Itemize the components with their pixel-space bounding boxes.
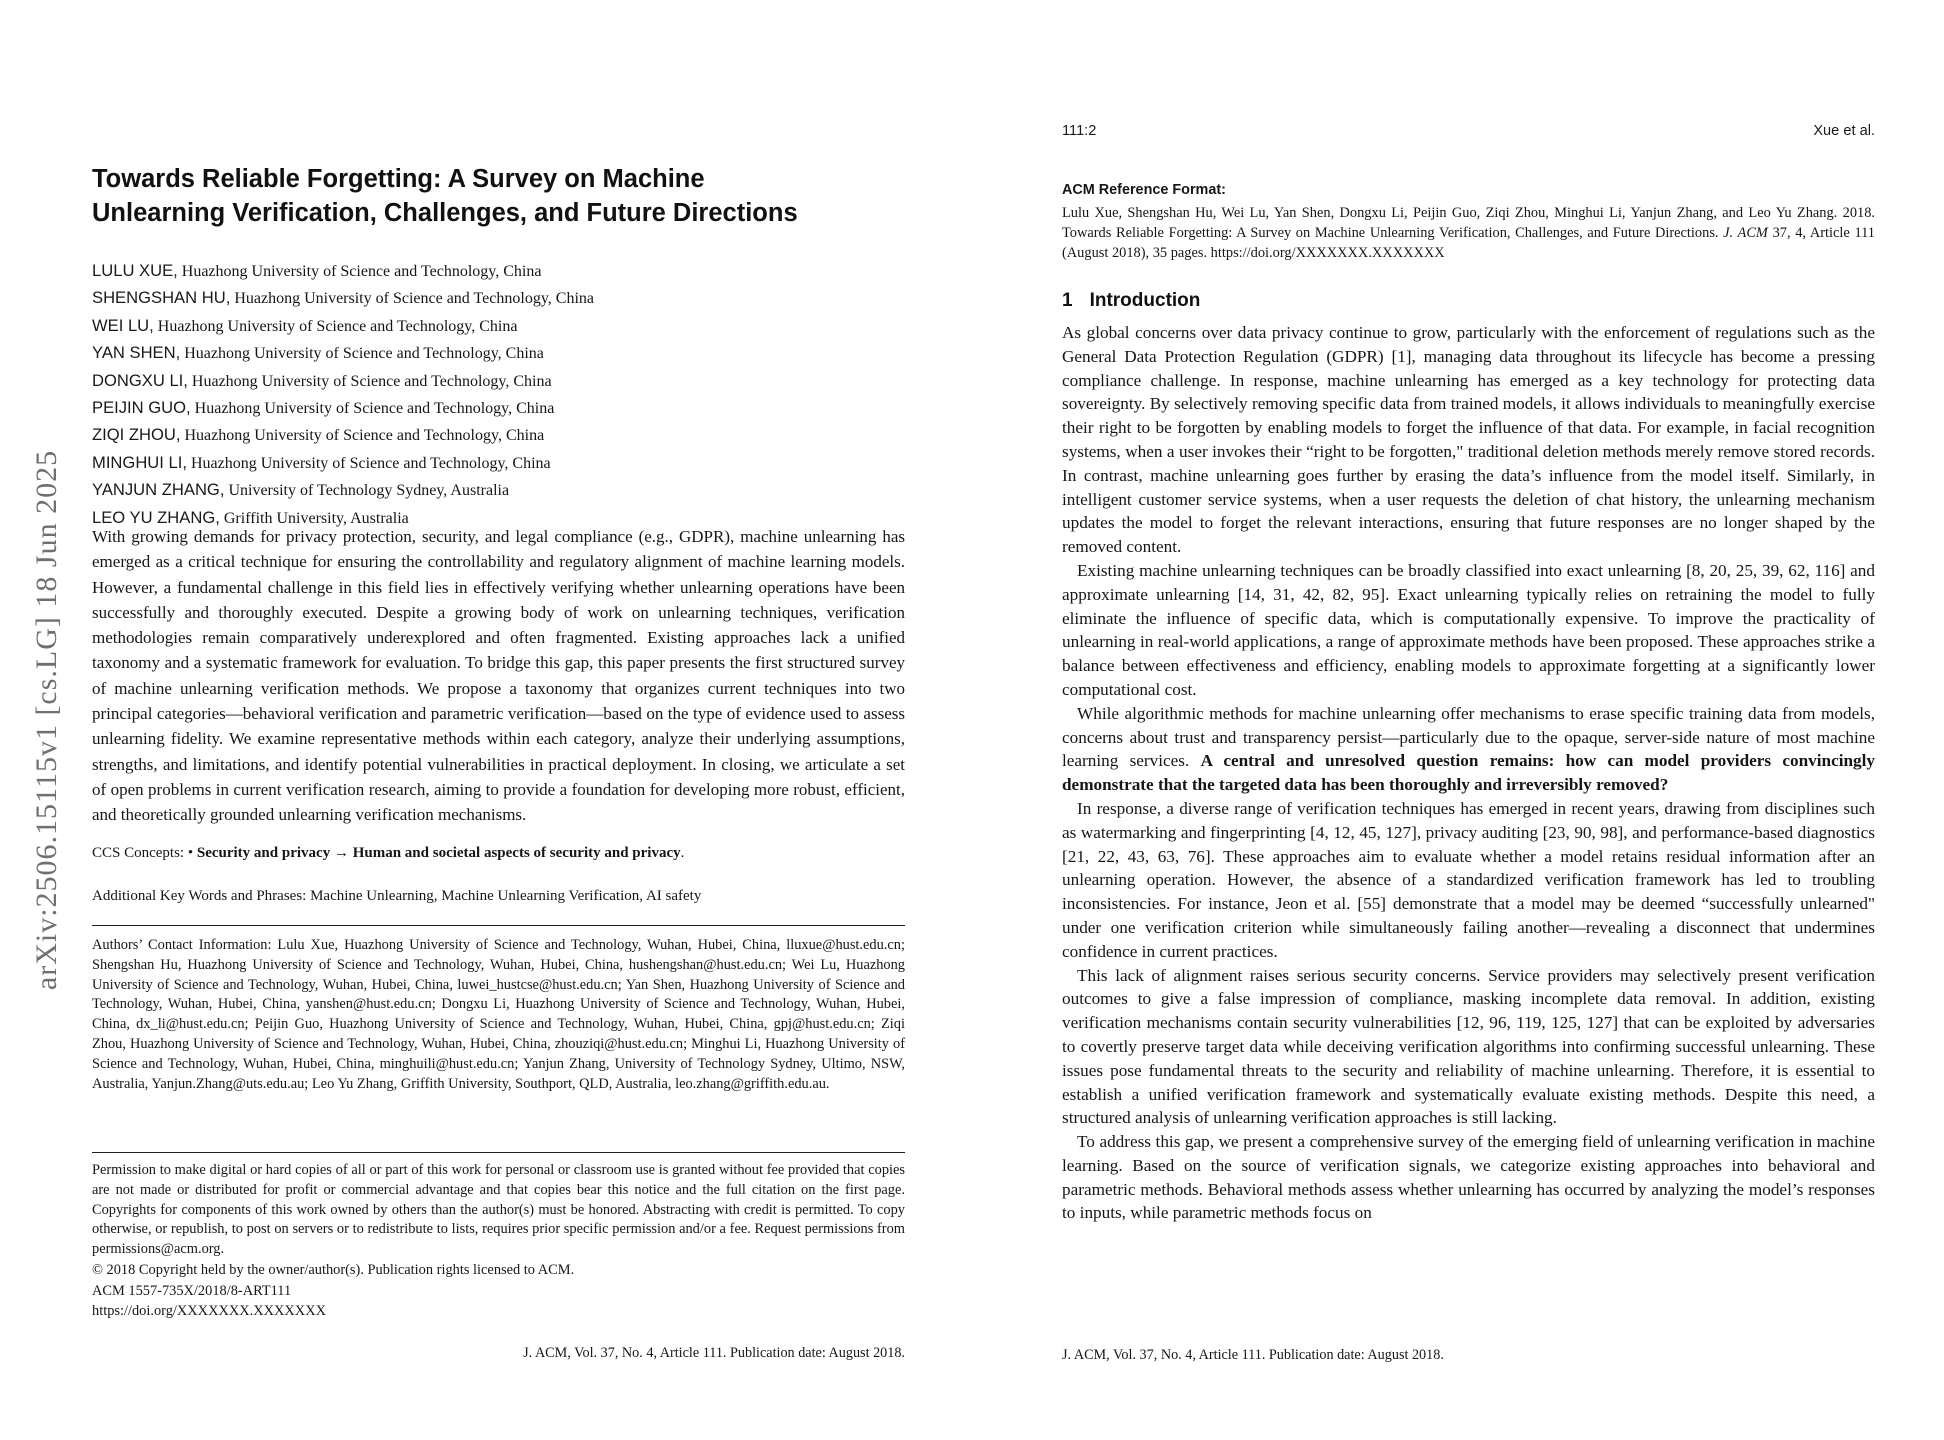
- intro-paragraph-3-text: While algorithmic methods for machine unlearning offer mechanisms to erase specific training data from models, concerns about trust and transparency persist—particularly due to the opaque, server-side nature of most machine learning services.: [1062, 703, 1875, 771]
- ccs-prefix: CCS Concepts: •: [92, 845, 197, 861]
- author-affiliation: Huazhong University of Science and Technology, China: [187, 372, 552, 390]
- author-name: YANJUN ZHANG,: [92, 480, 225, 500]
- right-page: [1062, 0, 1875, 1440]
- author-line: [92, 395, 594, 422]
- author-line: [92, 477, 594, 504]
- author-name: LULU XUE,: [92, 261, 178, 280]
- authors-contact-info: Authors’ Contact Information: Lulu Xue, Huazhong University of Science and Technology, Wuhan, Hubei, China, lluxue@hust.edu.cn; Shengshan Hu, Huazhong University of Science and Technology, Wuhan, Hubei, China, hushengshan@hust.edu.cn; Wei Lu, Huazhong University of Science and Technology, Wuhan, Hubei, China, luwei_hustcse@hust.edu.cn; Yan Shen, Huazhong University of Science and Technology, Wuhan, Hubei, China, yanshen@hust.edu.cn; Dongxu Li, Huazhong University of Science and Technology, Wuhan, Hubei, China, dx_li@hust.edu.cn; Peijin Guo, Huazhong University of Science and Technology, Wuhan, Hubei, China, gpj@hust.edu.cn; Ziqi Zhou, Huazhong University of Science and Technology, Wuhan, Hubei, China, zhouziqi@hust.edu.cn; Minghui Li, Huazhong University of Science and Technology, Wuhan, Hubei, China, minghuili@hust.edu.cn; Yanjun Zhang, University of Technology Sydney, Ultimo, NSW, Australia, Yanjun.Zhang@uts.edu.au; Leo Yu Zhang, Griffith University, Southport, QLD, Australia, leo.zhang@griffith.edu.au.: [92, 937, 905, 1092]
- intro-paragraph-4: In response, a diverse range of verification techniques has emerged in recent years, drawing from disciplines such as watermarking and fingerprinting [4, 12, 45, 127], privacy auditing [23, 90, 98], and performance-based diagnostics [21, 22, 43, 63, 76]. These approaches aim to evaluate whether a model retains residual information after an unlearning operation. However, the absence of a standardized verification framework has led to troubling inconsistencies. For instance, Jeon et al. [55] demonstrate that a model may be deemed “successfully unlearned" under one verification criterion while simultaneously failing another—revealing a disconnect that undermines confidence in current practices.: [1062, 798, 1875, 961]
- author-list: [92, 258, 594, 532]
- acm-reference-text: [1062, 203, 1875, 263]
- intro-paragraph-5: This lack of alignment raises serious security concerns. Service providers may selectively present verification outcomes to give a false impression of compliance, masking incomplete data removal. In addition, existing verification mechanisms contain security vulnerabilities [12, 96, 119, 125, 127] that can be exploited by adversaries to covertly preserve target data while deceiving verification algorithms into confirming successful unlearning. These issues pose fundamental threats to the security and reliability of machine unlearning. Therefore, it is essential to establish a unified verification framework and systematically evaluate existing methods. Despite this need, a structured analysis of unlearning verification approaches is still lacking.: [1062, 965, 1875, 1128]
- page-title-line2: Unlearning Verification, Challenges, and Future Directions: [92, 199, 798, 227]
- author-affiliation: Griffith University, Australia: [219, 509, 409, 527]
- copyright-line: © 2018 Copyright held by the owner/author(s). Publication rights licensed to ACM.: [92, 1262, 575, 1278]
- author-affiliation: Huazhong University of Science and Technology, China: [153, 317, 518, 335]
- left-page: [92, 0, 905, 1440]
- author-name: MINGHUI LI,: [92, 452, 187, 472]
- intro-paragraph-3: [1062, 702, 1875, 797]
- doi-line: https://doi.org/XXXXXXX.XXXXXXX: [92, 1303, 326, 1319]
- running-head-authors: Xue et al.: [1813, 123, 1875, 139]
- journal-footer-right: J. ACM, Vol. 37, No. 4, Article 111. Publication date: August 2018.: [1062, 1347, 1444, 1363]
- author-name: YAN SHEN,: [92, 343, 181, 363]
- acm-reference-journal: J. ACM: [1723, 225, 1768, 241]
- permission-notice: Permission to make digital or hard copies of all or part of this work for personal or classroom use is granted without fee provided that copies are not made or distributed for profit or commercial advantage and that copies bear this notice and the full citation on the first page. Copyrights for components of this work owned by others than the author(s) must be honored. Abstracting with credit is permitted. To copy otherwise, or republish, to post on servers or to redistribute to lists, requires prior specific permission and/or a fee. Request permissions from permissions@acm.org.: [92, 1162, 905, 1258]
- page-title-line1: Towards Reliable Forgetting: A Survey on Machine: [92, 165, 705, 193]
- keywords-line: Additional Key Words and Phrases: Machine Unlearning, Machine Unlearning Verification, AI safety: [92, 888, 702, 904]
- acm-reference-part2: 37, 4, Article 111 (August 2018), 35 pages. https://doi.org/XXXXXXX.XXXXXXX: [1062, 225, 1875, 261]
- author-affiliation: Huazhong University of Science and Technology, China: [180, 427, 545, 445]
- ccs-category: Security and privacy: [196, 845, 331, 861]
- ccs-arrow: →: [330, 845, 353, 861]
- intro-paragraph-2: Existing machine unlearning techniques can be broadly classified into exact unlearning [8, 20, 25, 39, 62, 116] and approximate unlearning [14, 31, 42, 82, 95]. Exact unlearning typically relies on retraining the model to fully eliminate the influence of specific data, which is computationally expensive. To improve the practicality of unlearning in real-world applications, a range of approximate methods have been proposed. These approaches strike a balance between effectiveness and efficiency, enabling models to approximate forgetting at a significantly lower computational cost.: [1062, 560, 1875, 699]
- introduction-body: [1062, 321, 1875, 1225]
- author-line: [92, 258, 594, 285]
- section-number: 1: [1062, 290, 1073, 311]
- footnote-rule: [92, 925, 905, 926]
- intro-paragraph-3-bold-question: A central and unresolved question remains: how can model providers convincingly demonstrate that the targeted data has been thoroughly and irreversibly removed?: [1062, 751, 1875, 795]
- ccs-suffix: .: [680, 845, 685, 861]
- acm-reference-label: ACM Reference Format:: [1062, 182, 1226, 198]
- author-line: [92, 368, 594, 395]
- abstract-text: With growing demands for privacy protection, security, and legal compliance (e.g., GDPR), machine unlearning has emerged as a critical technique for ensuring the controllability and regulatory alignment of machine learning models. However, a fundamental challenge in this field lies in effectively verifying whether unlearning operations have been successfully and thoroughly executed. Despite a growing body of work on unlearning techniques, verification methodologies remain comparatively underexplored and often fragmented. Existing approaches lack a unified taxonomy and a systematic framework for evaluation. To bridge this gap, this paper presents the first structured survey of machine unlearning verification methods. We propose a taxonomy that organizes current techniques into two principal categories—behavioral verification and parametric verification—based on the type of evidence used to assess unlearning fidelity. We examine representative methods within each category, analyze their underlying assumptions, strengths, and limitations, and identify potential vulnerabilities in practical deployment. In closing, we articulate a set of open problems in current verification research, aiming to provide a foundation for developing more robust, efficient, and theoretically grounded unlearning verification mechanisms.: [92, 527, 905, 825]
- author-name: WEI LU,: [92, 315, 154, 335]
- arxiv-watermark: arXiv:2506.15115v1 [cs.LG] 18 Jun 2025: [30, 449, 63, 991]
- section-title: Introduction: [1089, 290, 1201, 311]
- author-line: [92, 285, 594, 312]
- author-line: [92, 340, 594, 367]
- ccs-concepts-line: [92, 845, 905, 862]
- author-name: DONGXU LI,: [92, 370, 188, 390]
- issn-line: ACM 1557-735X/2018/8-ART111: [92, 1283, 292, 1299]
- author-affiliation: Huazhong University of Science and Technology, China: [177, 263, 542, 280]
- author-affiliation: University of Technology Sydney, Australia: [224, 482, 510, 500]
- permission-rule: [92, 1152, 905, 1153]
- author-name: LEO YU ZHANG,: [92, 507, 220, 527]
- section-heading-introduction: [1062, 290, 1200, 312]
- intro-paragraph-6: To address this gap, we present a comprehensive survey of the emerging field of unlearning verification in machine learning. Based on the source of verification signals, we categorize existing approaches into behavioral and parametric methods. Behavioral methods assess whether unlearning has occurred by analyzing the model’s responses to inputs, while parametric methods focus on: [1062, 1132, 1875, 1223]
- page-title: [92, 162, 798, 230]
- author-line: [92, 313, 594, 340]
- author-name: ZIQI ZHOU,: [92, 425, 181, 445]
- author-affiliation: Huazhong University of Science and Technology, China: [230, 290, 594, 308]
- ccs-subcategory: Human and societal aspects of security and privacy: [352, 845, 681, 861]
- running-head: [1062, 123, 1875, 139]
- author-affiliation: Huazhong University of Science and Technology, China: [186, 454, 551, 472]
- author-line: [92, 422, 594, 449]
- intro-paragraph-1: As global concerns over data privacy continue to grow, particularly with the enforcement of regulations such as the General Data Protection Regulation (GDPR) [1], managing data throughout its lifecycle has become a pressing compliance challenge. In response, machine unlearning has emerged as a key technology for protecting data sovereignty. By selectively removing specific data from trained models, it allows individuals to meaningfully exercise their right to be forgotten by enabling models to forget the influence of that data. For example, in facial recognition systems, when a user invokes their “right to be forgotten," traditional deletion methods merely remove stored records. In contrast, machine unlearning goes further by erasing the data’s influence from the model itself. Similarly, in intelligent customer service systems, when a user requests the deletion of chat history, the unlearning mechanism updates the model to forget the relevant interactions, ensuring that future responses are no longer shaped by the removed content.: [1062, 323, 1875, 557]
- author-affiliation: Huazhong University of Science and Technology, China: [180, 345, 544, 363]
- author-line: [92, 450, 594, 477]
- author-name: SHENGSHAN HU,: [92, 288, 231, 308]
- acm-reference-part1: Lulu Xue, Shengshan Hu, Wei Lu, Yan Shen, Dongxu Li, Peijin Guo, Ziqi Zhou, Minghui Li, Yanjun Zhang, and Leo Yu Zhang. 2018. Towards Reliable Forgetting: A Survey on Machine Unlearning Verification, Challenges, and Future Directions.: [1062, 205, 1875, 241]
- author-affiliation: Huazhong University of Science and Technology, China: [190, 400, 555, 418]
- journal-footer-left: J. ACM, Vol. 37, No. 4, Article 111. Publication date: August 2018.: [523, 1345, 905, 1361]
- author-name: PEIJIN GUO,: [92, 398, 191, 418]
- running-head-page-number: 111:2: [1062, 123, 1097, 139]
